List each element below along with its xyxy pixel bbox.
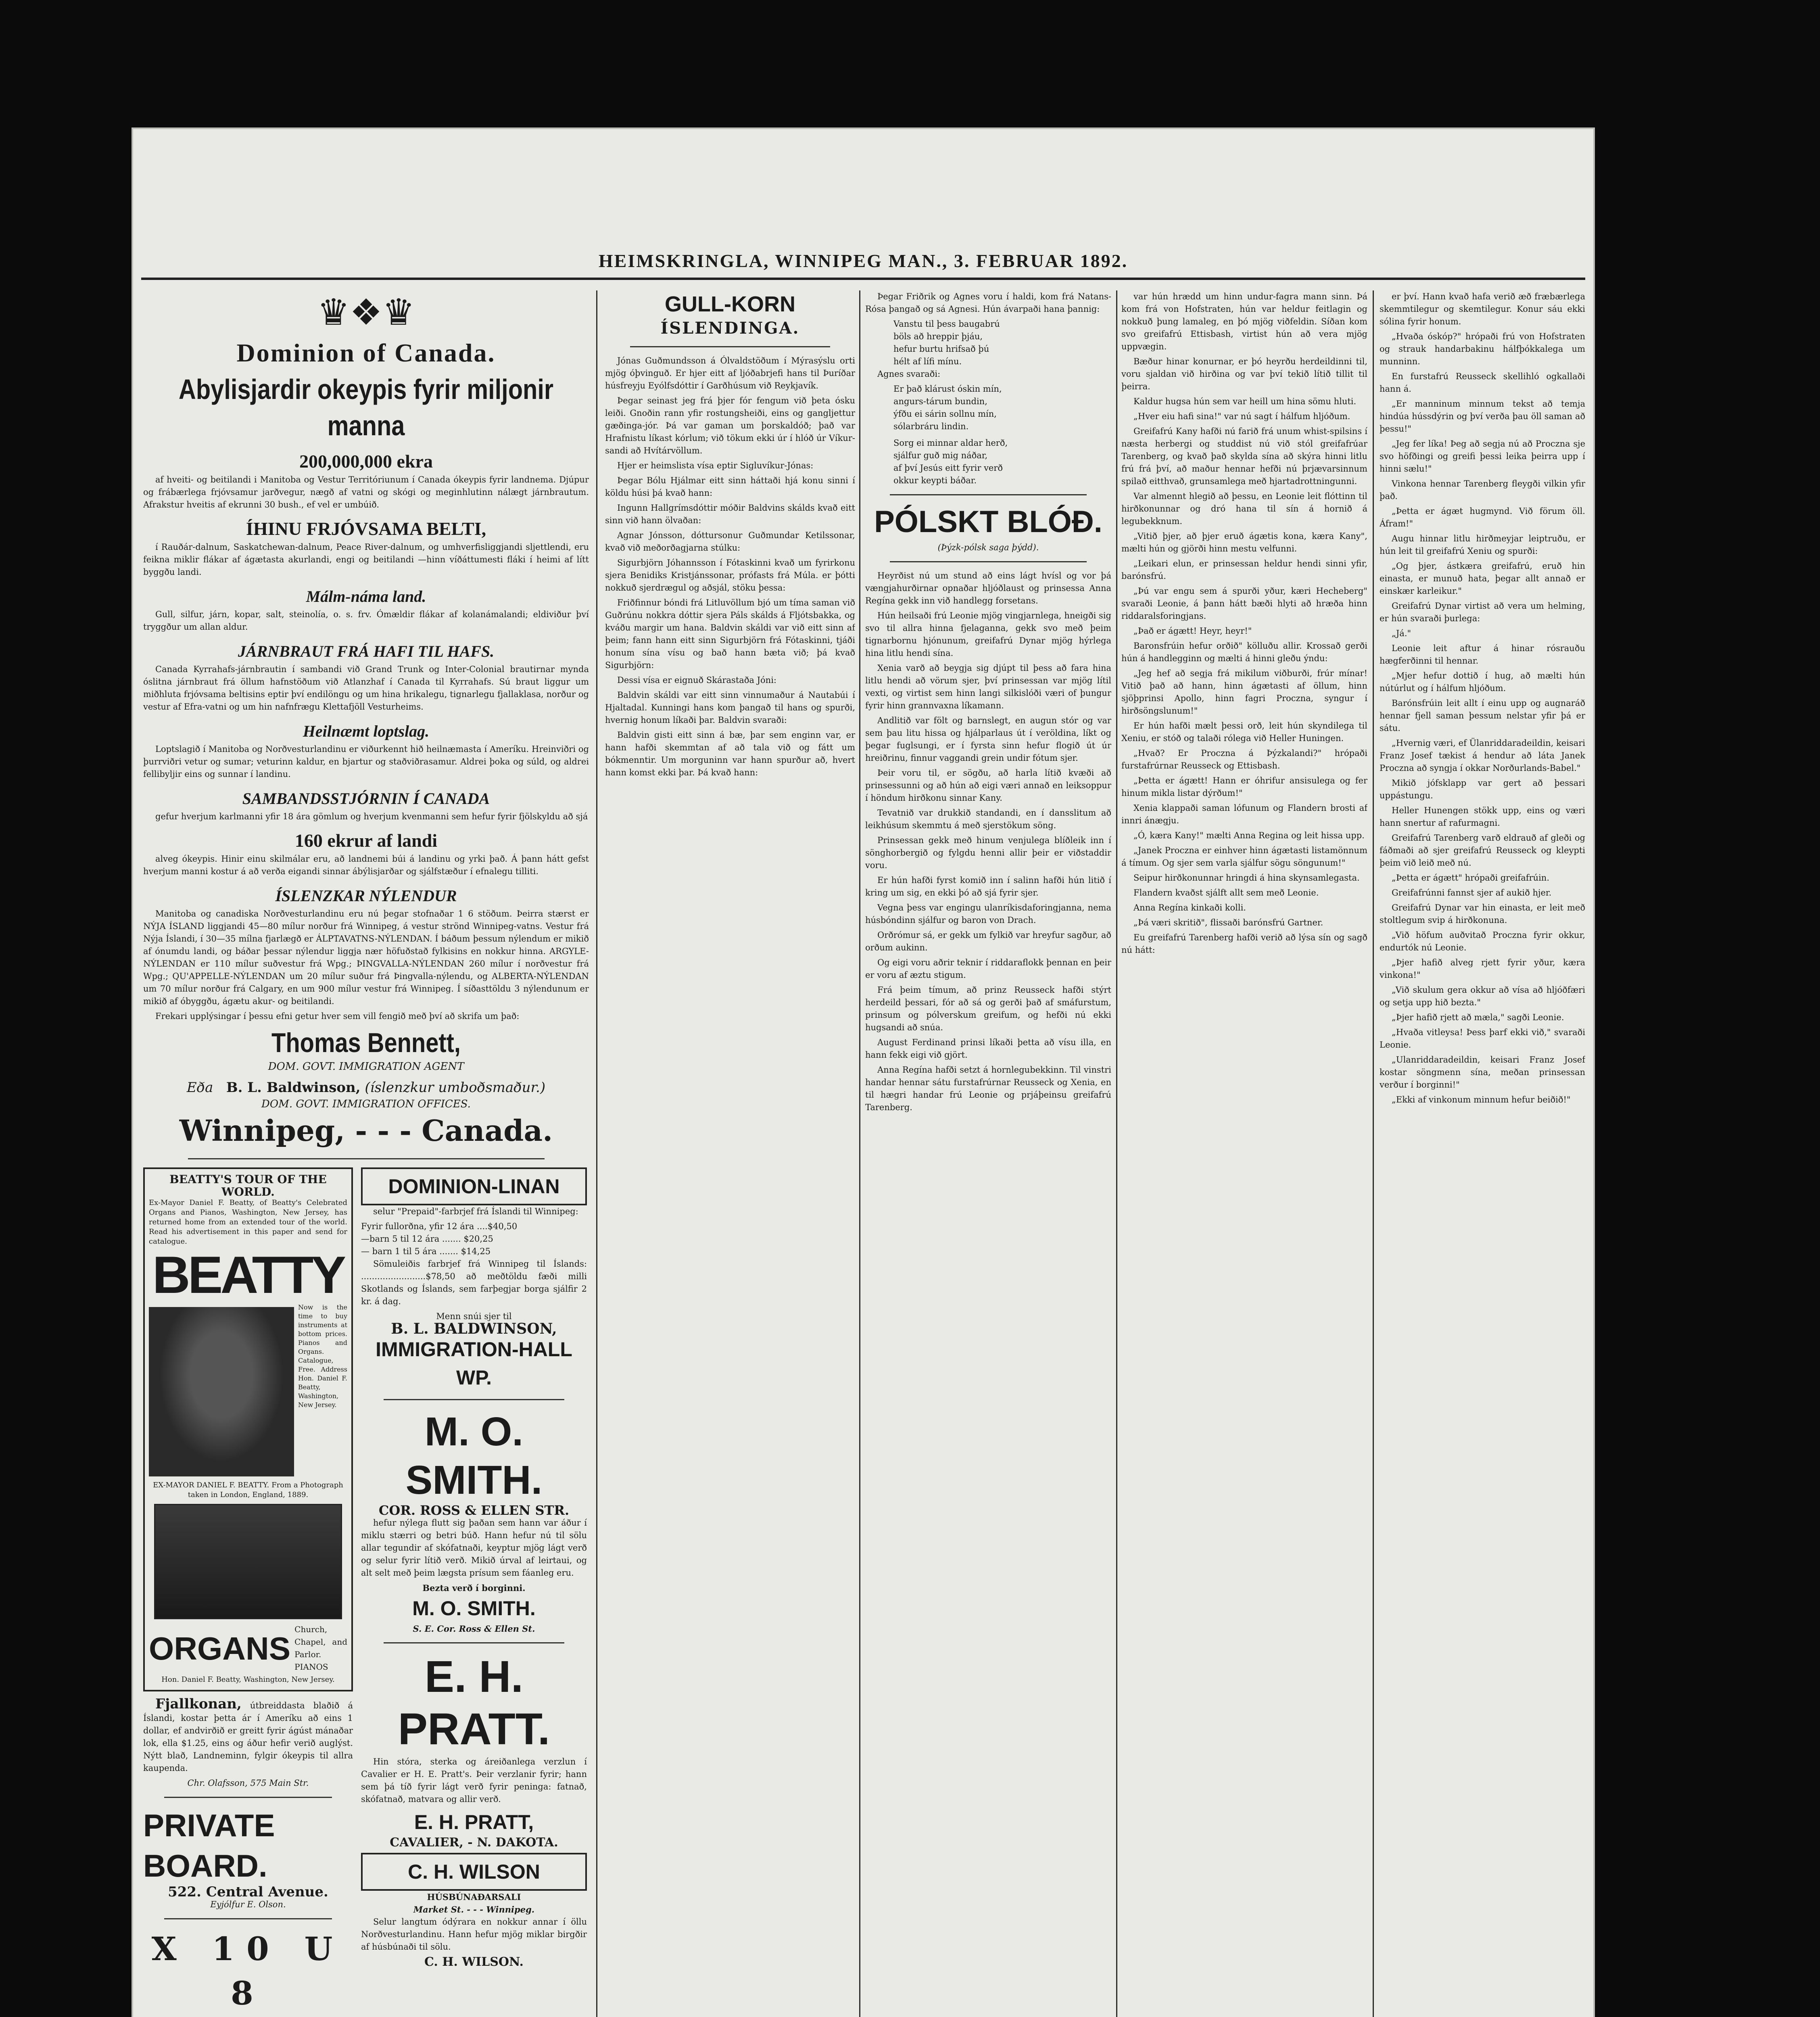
mo-smith-address2: S. E. Cor. Ross & Ellen St. [413,1624,535,1634]
newspaper-page [133,129,1593,2017]
column-divider [596,290,597,2017]
immigration-hall: IMMIGRATION-HALL WP. [376,1338,572,1389]
agent2-title: DOM. GOVT. IMMIGRATION OFFICES. [261,1098,471,1110]
private-board-title: PRIVATE BOARD. [143,1808,275,1883]
paragraph: Greifafrú Tarenberg varð eldrauð af gleði og fáðmaði að sjer greifafrú Reusseck og kleypti þeim við leið með nú. [1380,833,1585,868]
paragraph: var hún hrædd um hinn undur-fagra mann sinn. Þá kom frá von Hofstraten, hún var heldur feitlagin og nokkuð þung lamaleg, en þó mjög viðfeldin. Síðan kom svo greifafrú Ettisbash, virtist hún að vera mjög uppvægin. [1121,292,1367,351]
column-1 [143,290,589,2017]
portrait-image [149,1307,294,1476]
icelandic-colonies-heading: ÍSLENZKAR NÝLENDUR [275,887,457,905]
paragraph: Kaldur hugsa hún sem var heill um hina sömu hluti. [1133,397,1357,406]
paragraph: Eu greifafrú Tarenberg hafði verið að lýsa sín og sagð nú hátt: [1121,933,1367,955]
mo-smith-bezta: Bezta verð í borginni. [422,1583,526,1593]
mo-smith-address: COR. ROSS & ELLEN STR. [378,1503,570,1518]
paragraph: Augu hinnar litlu hirðmeyjar leiptruðu, er hún leit til greifafrú Xeniu og spurði: [1380,534,1585,556]
poem-line: sólarbráru lindin. [893,422,969,431]
poem-line: Sorg ei minnar aldar herð, [893,438,1008,448]
column-5 [1380,290,1585,2017]
paragraph: Var almennt hlegið að þessu, en Leonie leit flóttinn til hirðkonunnar og dró hana til sín á hornið á legubekknum. [1121,491,1367,526]
divider [164,1797,332,1798]
dominion-linan-text2: Sömuleiðis farbrjef frá Winnipeg til Íslands: ........................$78,50 að meðtöldu fæði milli Skotlands og Íslands, sem farþegjar borga sjálfir 2 kr. á dag. [361,1259,587,1306]
paragraph: Þegar Friðrik og Agnes voru í haldi, kom frá Natans-Rósa þangað og sá Agnesi. Hún ávarpaði hana þannig: [865,292,1111,314]
paragraph: Andlitið var fölt og barnslegt, en augun stór og var sem þau litu hissa og hjálparlaus út í veröldina, líkt og þegar fuglsungi, er í fyrsta sinn hefur flogið út úr hreiðrinu, finnur vaggandi grein undir fótum sjer. [865,716,1111,763]
paragraph: „Og þjer, ástkæra greifafrú, eruð hin einasta, er munuð hata, þegar allt annað er einskær karleikur." [1380,561,1585,596]
column-3 [865,290,1111,2017]
paragraph: Þeir voru til, er sögðu, að harla lítið kvæði að prinsessunni og að hún að eigi væri annað en leiksoppur í höndum hirðkonu sinnar Kany. [865,768,1111,803]
paragraph: Loptslagið í Manitoba og Norðvesturlandinu er viðurkennt hið heilnæmasta í Ameríku. Hreinviðri og þurrviðri vetur og sumar; veturinn kaldur, en bjartur og staðviðrasamur. Aldrei þoka og súld, og aldrei fellibyljir eins og sunnar í landinu. [143,744,589,779]
poem-line: sjálfur guð mig náðar, [893,451,988,460]
poem-line: hélt af lífi mínu. [893,357,962,366]
dominion-heading: Dominion of Canada. [236,338,496,367]
wilson-sign: C. H. WILSON. [424,1955,524,1969]
or-label: Eða [186,1079,213,1096]
poem-line: okkur keypti báðar. [893,476,977,485]
railway-heading: JÁRNBRAUT FRÁ HAFI TIL HAFS. [238,642,495,660]
beatty-text: Now is the time to buy instruments at bottom prices. Pianos and Organs. Catalogue, Free. Address Hon. Daniel F. Beatty, Washington, New Jersey. [298,1303,347,1409]
masthead-rule [141,278,1585,280]
ads-row [143,1167,589,2017]
beatty-ad [143,1167,353,1691]
paragraph: er því. Hann kvað hafa verið æð fræbærlega skemmtilegur og skemtilegur. Konur sáu ekki sólina fyrir honum. [1380,292,1585,326]
paragraph: „Þá væri skritið", flissaði barónsfrú Gartner. [1133,918,1323,927]
poem [865,318,1111,368]
paragraph: Greifafrú Kany hafði nú farið frá unum whist-spilsins í næsta herbergi og studdist nú við stól greifafrúar Tarenberg, og kvað það skylda sína að skýra hinni litlu frú frá því, að maður hennar hefði nú þrjævarsinnum spilað eitthvað, grunsamlega með hjartadrottningunni. [1121,426,1367,486]
agent2-line [143,1077,589,1098]
poem-line: ýfðu ei sárin sollnu mín, [893,409,997,419]
paragraph: Greifafrúnni fannst sjer af aukið hjer. [1392,888,1552,898]
paragraph: Gull, silfur, járn, kopar, salt, steinolía, o. s. frv. Ómældir flákar af kolanámalandi; eldiviður því tryggður um allan aldur. [143,610,589,632]
paragraph: „Við skulum gera okkur að vísa að hljóðfæri og setja upp hið bezta." [1380,985,1585,1007]
coat-of-arms-icon: ♛❖♛ [317,291,415,334]
paragraph: Heller Hunengen stökk upp, eins og væri hann snertur af rafurmagni. [1380,806,1585,828]
paragraph: Flandern kvaðst sjálft allt sem með Leonie. [1133,888,1319,898]
fjallkonan-agent: Chr. Olafsson, 575 Main Str. [187,1778,309,1788]
paragraph: „Er manninum minnum tekst að temja hindúa hússdýrin og því verða þau öll saman að þessu!" [1380,399,1585,434]
paragraph: Baldvin gisti eitt sinn á bæ, þar sem enginn var, er hann hafði skemmtan af að tala við og fátt um bókmenntir. Um morguninn var hann spurður að, hvert hann komst ekki þar. Þá kvað hann: [605,730,855,777]
paragraph: Mikið jófsklapp var gert að þessari uppástungu. [1380,778,1585,800]
poem [865,383,1111,433]
agent-title: DOM. GOVT. IMMIGRATION AGENT [268,1061,464,1073]
poem-line: angurs-tárum bundin, [893,397,987,406]
paragraph: Þegar Bólu Hjálmar eitt sinn háttaði hjá konu sinni í köldu húsi þá kvað hann: [605,476,855,498]
organs-sub: Church, Chapel, and Parlor. PIANOS [294,1624,347,1672]
divider [890,494,1087,495]
paragraph: „Við höfum auðvitað Proczna fyrir okkur, endurtók nú Leonie. [1380,930,1585,952]
private-board-owner: Eyjólfur E. Olson. [210,1900,286,1909]
divider [384,1399,564,1400]
wilson-name: C. H. WILSON [408,1860,540,1883]
wilson-text: Selur langtum ódýrara en nokkur annar í öllu Norðvesturlandinu. Hann hefur mjög miklar birgðir af húsbúnaði til sölu. [361,1917,587,1952]
paragraph: „Það er ágætt! Heyr, heyr!" [1133,626,1252,636]
gullkorn-title: GULL-KORN [665,292,795,316]
dominion-linan-title: DOMINION-LINAN [388,1175,560,1198]
paragraph: Xenia varð að beygja sig djúpt til þess að fara hina litlu hendi að vörum sjer, því prinsessan var mjög lítil vexti, og virtist sem hinn langi silkislóði væri of þungur fyrir hinn grannvaxna líkamann. [865,663,1111,710]
poem-line: Vanstu til þess baugabrú [893,319,1000,329]
x10us-title: X 10 U 8 [151,1930,345,2012]
paragraph: En furstafrú Reusseck skellihló ogkallaði hann á. [1380,372,1585,394]
fjallkonan-title: Fjallkonan, [155,1696,242,1712]
paragraph: Tevatnið var drukkið standandi, en í dansslitum að leikhúsum skemmtu á með sjerstökum söng. [865,808,1111,830]
eh-pratt-title: E. H. PRATT. [398,1652,550,1754]
agent2-name: B. L. Baldwinson, [226,1079,361,1096]
paragraph: í Rauðár-dalnum, Saskatchewan-dalnum, Peace River-dalnum, og umhverfisliggjandi sljettlendi, eru feikna miklir flákar af ágætasta akurlandi, engi og beitilandi —hinn víðáttumesti fláki í heimi af lítt byggðu landi. [143,542,589,577]
paragraph: Frá þeim tímum, að prinz Reusseck hafði stýrt herdeild þessari, fór að sá og gerði það af smáfurstum, prinsum og pólverskum greifum, og hefði nú ekki hugsandi að snúa. [865,985,1111,1032]
paragraph: Prinsessan gekk með hinum venjulega blíðleik inn í sönghorbergið og fylgdu henni allir þeir er viðstaddir voru. [865,835,1111,870]
paragraph: Baronsfrúin hefur orðið" kölluðu allir. Krossað gerði hún á handlegginn og mælti á hinni gleðu ýndu: [1121,641,1367,663]
paragraph: „Ulanriddaradeildin, keisari Franz Josef kostar söngmenn sína, meðan prinsessan verður í borginni!" [1380,1055,1585,1090]
story-title: PÓLSKT BLÓÐ. [874,505,1102,539]
paragraph: „Ekki af vinkonum minnum hefur beiðið!" [1392,1095,1571,1105]
paragraph: Orðrómur sá, er gekk um fylkið var hreyfur sagður, að orðum aukinn. [865,930,1111,952]
paragraph: „Þú var engu sem á spurði yður, kæri Hecheberg" svaraði Leonie, á þann hátt bæði hlyti að hræða hinn riddaralsforingjans. [1121,586,1367,621]
paragraph: „Hvað? Er Proczna á Þýzkalandi?" hrópaði furstafrúrnar Reusseck og Ettisbash. [1121,748,1367,770]
story-subtitle: (Þýzk-pólsk saga þýdd). [937,543,1039,552]
paragraph: Bæður hinar konurnar, er þó heyrðu herdeildinni til, voru sjaldan við hirðina og var því tekið lítið tillit til þeirra. [1121,357,1367,391]
beatty-body [149,1303,347,1480]
160-acres-heading: 160 ekrur af landi [294,830,438,851]
fare-line: —barn 5 til 12 ára ....... $20,25 [361,1234,493,1244]
paragraph: Anna Regína hafði setzt á hornlegubekkinn. Til vinstri handar hennar sátu furstafrúrnar Reusseck og Xenia, en til hægri handar frú Leonie og prjáþeinsu greifafrú Tarenberg. [865,1065,1111,1112]
eh-pratt-text: Hin stóra, sterka og áreiðanlega verzlun í Cavalier er H. E. Pratt's. Þeir verzlanir fyrir; hann sem þá tíð fyrir lágt verð fyrir peninga: fatnað, skófatnað, matvara og allir verð. [361,1757,587,1804]
paragraph: gefur hverjum karlmanni yfir 18 ára gömlum og hverjum kvenmanni sem hefur fyrir fjölskyldu að sjá [155,812,588,821]
paragraph: Greifafrú Dynar virtist að vera um helming, er hún svaraði þurlega: [1380,601,1585,623]
paragraph: „Hvaða óskóp?" hrópaði frú von Hofstraten og strauk handarbakinu hálfþókkalega um munninn. [1380,332,1585,366]
paragraph: Er hún hafði fyrst komið inn í salinn hafði hún litið í kring um sig, en ekki þó að sjá fyrir sjer. [865,875,1111,898]
paragraph: Manitoba og canadiska Norðvesturlandinu eru nú þegar stofnaðar 1 6 stöðum. Þeirra stærst er NÝJA ÍSLAND liggjandi 45—80 mílur norður frá Winnipeg, á vestur strönd Winnipeg-vatns. Vestur frá Nýja Íslandi, í 30—35 mílna fjarlægð er ÁLPTAVATNS-NÝLENDAN. Í báðum þessum nýlendum er mikið af ónumdu landi, og báðar þessar nýlendur liggja nær höfuðstað fylkisins en nokkur hinna. ARGYLE-NÝLENDAN er 110 mílur suðvestur frá Wpg.; ÞINGVALLA-NÝLENDAN 260 mílur í norðvestur frá Wpg.; QU'APPELLE-NÝLENDAN um 20 mílur suður frá Þingvalla-nýlendu, og ALBERTA-NÝLENDAN um 70 mílur norður frá Calgary, en um 900 mílur vestur frá Winnipeg. Í síðasttöldu 3 nýlendunum er mikið af óbyggðu, ágætu akur- og beitilandi. [143,909,589,1006]
fare-line: — barn 1 til 5 ára ....... $14,25 [361,1247,491,1256]
paragraph: Baldvin skáldi var eitt sinn vinnumaður á Nautabúi í Hjaltadal. Kunningi hans kom þangað til hans og spurði, hvernig honum líkaði þar. Baldvin svaraði: [605,690,855,725]
agent-name: Thomas Bennett, [271,1027,461,1058]
column-divider [1373,290,1374,2017]
poem [865,437,1111,487]
paragraph: „Jeg hef að segja frá mikilum viðburði, frúr mínar! Vitið það að hann, hinn ágætasti af öllum, hinn sjöþprinsi Apollo, hinn fagri Proczna, syngur í hirðsöngslunum!" [1121,668,1367,716]
paragraph: Anna Regína kinkaði kolli. [1133,903,1246,912]
paragraph: „Mjer hefur dottið í hug, að mælti hún nútúrlut og í hálfum hljóðum. [1380,671,1585,693]
paragraph: „Jeg fer líka! Þeg að segja nú að Proczna sje svo höfðingi og greifi þessi leika þeirra upp í hinni sælu!" [1380,439,1585,474]
paragraph: „Ó, kæra Kany!" mælti Anna Regina og leit hissa upp. [1133,831,1365,840]
eh-pratt-city: CAVALIER, - N. DAKOTA. [390,1835,558,1850]
paragraph: „Hver eiu hafi sina!" var nú sagt í hálfum hljóðum. [1133,411,1350,421]
paragraph: August Ferdinand prinsi líkaði þetta að vísu illa, en hann fekk eigi við gjört. [865,1038,1111,1060]
government-heading: SAMBANDSSTJÓRNIN Í CANADA [242,789,490,808]
paragraph: Hún heilsaði frú Leonie mjög vingjarnlega, hneigði sig svo til allra hinna fjelaganna, gekk svo með þeim tignarbornu hjónunum, greifafrú Dynar mjög hýrlega hina litlu hendi sína. [865,611,1111,658]
paragraph: „Þetta er ágætt" hrópaði greifafrúin. [1392,873,1550,883]
paragraph: Agnes svaraði: [877,369,941,379]
column-divider [1116,290,1117,2017]
paragraph: Er hún hafði mælt þessi orð, leit hún skyndilega til Xeniu, er stóð og talaði rólega við Heller Huningen. [1121,721,1367,743]
paragraph: Seipur hirðkonunnar hringdi á hina skynsamlegasta. [1133,873,1360,883]
fjallkonan-text: útbreiddasta blaðið á Íslandi, kostar þetta ár í Ameríku að eins 1 dollar, ef andvirðið er greitt fyrir ágúst mánaðar lok, ella $1.25, eins og áður hefir verið auglýst. Nýtt blað, Landneminn, fylgir ókeypis til allra kaupenda. [143,1701,353,1773]
divider [188,1158,545,1159]
poem-line: Er það klárust óskin mín, [893,384,1002,394]
climate-heading: Heilnæmt loptslag. [303,722,430,740]
paragraph: Greifafrú Dynar var hin einasta, er leit með stoltlegum svip á hirðkonuna. [1380,903,1585,925]
agent2-note: (íslenzkur umboðsmaður.) [365,1079,546,1096]
dominion-linan-agent: B. L. BALDWINSON, [391,1320,557,1337]
paragraph: Hjer er heimslista vísa eptir Sigluvíkur-Jónas: [617,461,814,470]
column-4 [1121,290,1367,2017]
paragraph: Og eigi voru aðrir teknir í riddaraflokk þennan en þeir er voru af æztu stigum. [865,958,1111,980]
free-land-headline: Abylisjardir okeypis fyrir miljonir manna [178,374,554,441]
divider [890,561,1087,562]
fertile-belt-heading: ÍHINU FRJÓVSAMA BELTI, [246,518,486,539]
paragraph: Heyrðist nú um stund að eins lágt hvísl og vor þá vængjahurðirnar opnaðar hljóðlaust og prinsessa Anna Regína gekk inn við handlegg forsetans. [865,571,1111,606]
dominion-linan-text: selur "Prepaid"-farbrjef frá Íslandi til Winnipeg: [373,1207,578,1216]
dominion-linan-contact: Menn snúi sjer til [436,1311,512,1321]
paragraph: Jónas Guðmundsson á Ólvaldstöðum í Mýrasýslu orti mjög óþvinguð. Er hjer eitt af ljóðabrjefi hans til Þuríðar húsfreyju Eyólfsdóttir í Garðhúsum við Reykjavík. [605,356,855,390]
right-ads [361,1167,587,2017]
paragraph: „Janek Proczna er einhver hinn ágætasti listamönnum á tímum. Og sjer sem varla sjálfur sögu söngunum!" [1121,846,1367,868]
paragraph: „Hvaða vitleysa! Þess þarf ekki við," svaraði Leonie. [1380,1027,1585,1050]
divider [164,1918,332,1919]
acres-heading: 200,000,000 ekra [299,451,433,472]
paragraph: Barónsfrúin leit allt í einu upp og augnaráð hennar fjell saman þessum nelstar yfir þá er sátu. [1380,698,1585,733]
private-board-ad [143,1805,353,1911]
x10us-ad [143,1927,353,2017]
poem-line: böls að hreppir þjáu, [893,332,983,341]
beatty-intro: Ex-Mayor Daniel F. Beatty, of Beatty's Celebrated Organs and Pianos, Washington, New Jersey, has returned home from an extended tour of the world. Read his advertisement in this paper and send for catalogue. [149,1199,347,1246]
paragraph: Dessi vísa er eignuð Skárastaða Jóni: [617,675,777,685]
column-divider [859,290,860,2017]
mining-heading: Málm-náma land. [306,587,426,606]
poem-line: hefur burtu hrifsað þú [893,344,989,354]
city-line: Winnipeg, - - - Canada. [179,1113,553,1148]
mo-smith-text: hefur nýlega flutt sig þaðan sem hann var áður í miklu stærri og betri búð. Hann hefur nú til sölu allar tegundir af skófatnaði, keyptur mjög lágt verð og selur fyrir lítið verð. Mikið úrval af leirtaui, og alt selt með þeim lægsta prísum sem fáanleg eru. [361,1518,587,1578]
paragraph: Agnar Jónsson, dóttursonur Guðmundar Ketilssonar, kvað við meðorðagjarna stúlku: [605,530,855,553]
paragraph: Friðfinnur bóndi frá Litluvöllum bjó um tíma saman við Guðrúnu nokkra dóttir sjera Páls skálds á Fljótsbakka, og kváðu margir um hana. Baldvin skáldi var við eitt sinn af þeim; fann hann eitt sinn Sigurbjörn frá Fótaskinni, tjáði honum sína vísu og bað hann bæta við; þá kvað Sigurbjörn: [605,598,855,670]
beatty-caption: EX-MAYOR DANIEL F. BEATTY. From a Photograph taken in London, England, 1889. [153,1481,343,1499]
mo-smith-title: M. O. SMITH. [405,1409,543,1503]
organs-label: ORGANS [149,1630,291,1666]
paragraph: „Þetta er ágæt hugmynd. Við förum öll. Áfram!" [1380,506,1585,528]
paragraph: Ingunn Hallgrímsdóttir móðir Baldvins skálds kvað eitt sinn við hann ölvaðan: [605,503,855,525]
paragraph: Þegar seinast jeg frá þjer fór fengum við þeta ósku leiði. Gnoðin rann yfir rostungsheiði, eins og gangljettur gæðinga-jór. Þá var gaman um þorskaldóð; það var Hrafnistu líkast kórlum; við tökum ekki úr í hlóð úr Víkur-sandi að Hvítárvöllum. [605,396,855,455]
paragraph: „Já." [1392,628,1411,638]
paragraph: Sigurbjörn Jóhannsson í Fótaskinni kvað um fyrirkonu sjera Benidiks Kristjánssonar, prófasts frá Múla. er þótti nokkuð sjerdrægul og aðsjál, stöku þessa: [605,558,855,593]
wilson-ad [361,1853,587,1891]
paragraph: af hveiti- og beitilandi i Manitoba og Vestur Territóriunum í Canada ókeypis fyrir landnema. Djúpur og frábærlega frjóvsamur jarðvegur, nægð af vatni og skógi og meginhlutinn nálægt járnbrautum. Afrakstur hveitis af ekrunni 30 bush., ef vel er umbúið. [143,475,589,509]
masthead: HEIMSKRINGLA, WINNIPEG MAN., 3. FEBRUAR 1892. [598,251,1128,271]
paragraph: Canada Kyrrahafs-járnbrautin í sambandi við Grand Trunk og Inter-Colonial brautirnar mynda óslitna járnbraut frá öllum hafnstöðum við Atlanzhaf í Canada til Kyrrahafs. Sú braut liggur um miðhluta frjóvsama beltisins eptir því endilöngu og um hina hrikalegu, tignarlegu fjallaklasa, norður og vestur af Efra-vatni og um hin nafnfrægu Klettafjöll Vesturheims. [143,664,589,712]
divider [384,1642,564,1643]
wilson-address: Market St. - - - Winnipeg. [413,1904,535,1915]
paragraph: „Þetta er ágætt! Hann er óhrifur ansisulega og fer hinum mikla listar dýrðum!" [1121,776,1367,798]
divider [630,346,830,347]
organ-image [154,1504,342,1619]
x10us-sub [143,2015,353,2017]
paragraph: „Hvernig væri, ef Ülanriddaradeildin, keisari Franz Josef tækist á hendur að láta Janek Proczna að syngja í okkar Norðurlands-Babel." [1380,738,1585,773]
paragraph: alveg ókeypis. Hinir einu skilmálar eru, að landnemi búi á landinu og yrki það. Á þann hátt gefst hverjum manni kostur á að verða eigandi sinnar ábýlisjarðar og sjálfstæður í efnalegu tilliti. [143,854,589,876]
private-board-address: 522. Central Avenue. [168,1884,328,1900]
paragraph: Vegna þess var engingu ulanríkisdaforingjanna, nema húsbóndinn sjálfur og baron von Drach. [865,903,1111,925]
paragraph: „Leikari elun, er prinsessan heldur hendi sinni yfir, barónsfrú. [1121,559,1367,581]
beatty-name: BEATTY [152,1245,344,1304]
gullkorn-subtitle: ÍSLENDINGA. [660,319,800,338]
fare-line: Fyrir fullorðna, yfir 12 ára ....$40,50 [361,1221,518,1231]
paragraph: „Þjer hafið rjett að mæla," sagði Leonie. [1392,1013,1564,1022]
paragraph: „Vitið þjer, að þjer eruð ágætis kona, kæra Kany", mælti hún og gjörði hinn mestu velfunni. [1121,531,1367,553]
dominion-linan-ad [361,1167,587,1205]
wilson-sub: HÚSBÚNAÐARSALI [427,1892,521,1902]
mo-smith-name2: M. O. SMITH. [412,1597,536,1620]
paragraph: Leonie leit aftur á hinar rósrauðu hægferðinni til hennar. [1380,643,1585,666]
eh-pratt-name2: E. H. PRATT, [414,1811,534,1833]
left-ads [143,1167,353,2017]
poem-line: af því Jesús eitt fyrir verð [893,463,1003,473]
paragraph: Frekari upplýsingar í þessu efni getur hver sem vill fengið með því að skrifa um það: [155,1011,520,1021]
organs-line [149,1623,347,1673]
paragraph: „Þjer hafið alveg rjett fyrir yður, kæra vinkona!" [1380,958,1585,980]
beatty-tour: BEATTY'S TOUR OF THE WORLD. [169,1173,327,1199]
column-2 [605,290,855,2017]
beatty-footer: Hon. Daniel F. Beatty, Washington, New Jersey. [161,1675,335,1684]
paragraph: Vinkona hennar Tarenberg fleygði vilkin yfir það. [1380,479,1585,501]
fjallkonan-ad [143,1698,353,1789]
paragraph: Xenia klappaði saman lófunum og Flandern brosti af innri ánægju. [1121,803,1367,825]
